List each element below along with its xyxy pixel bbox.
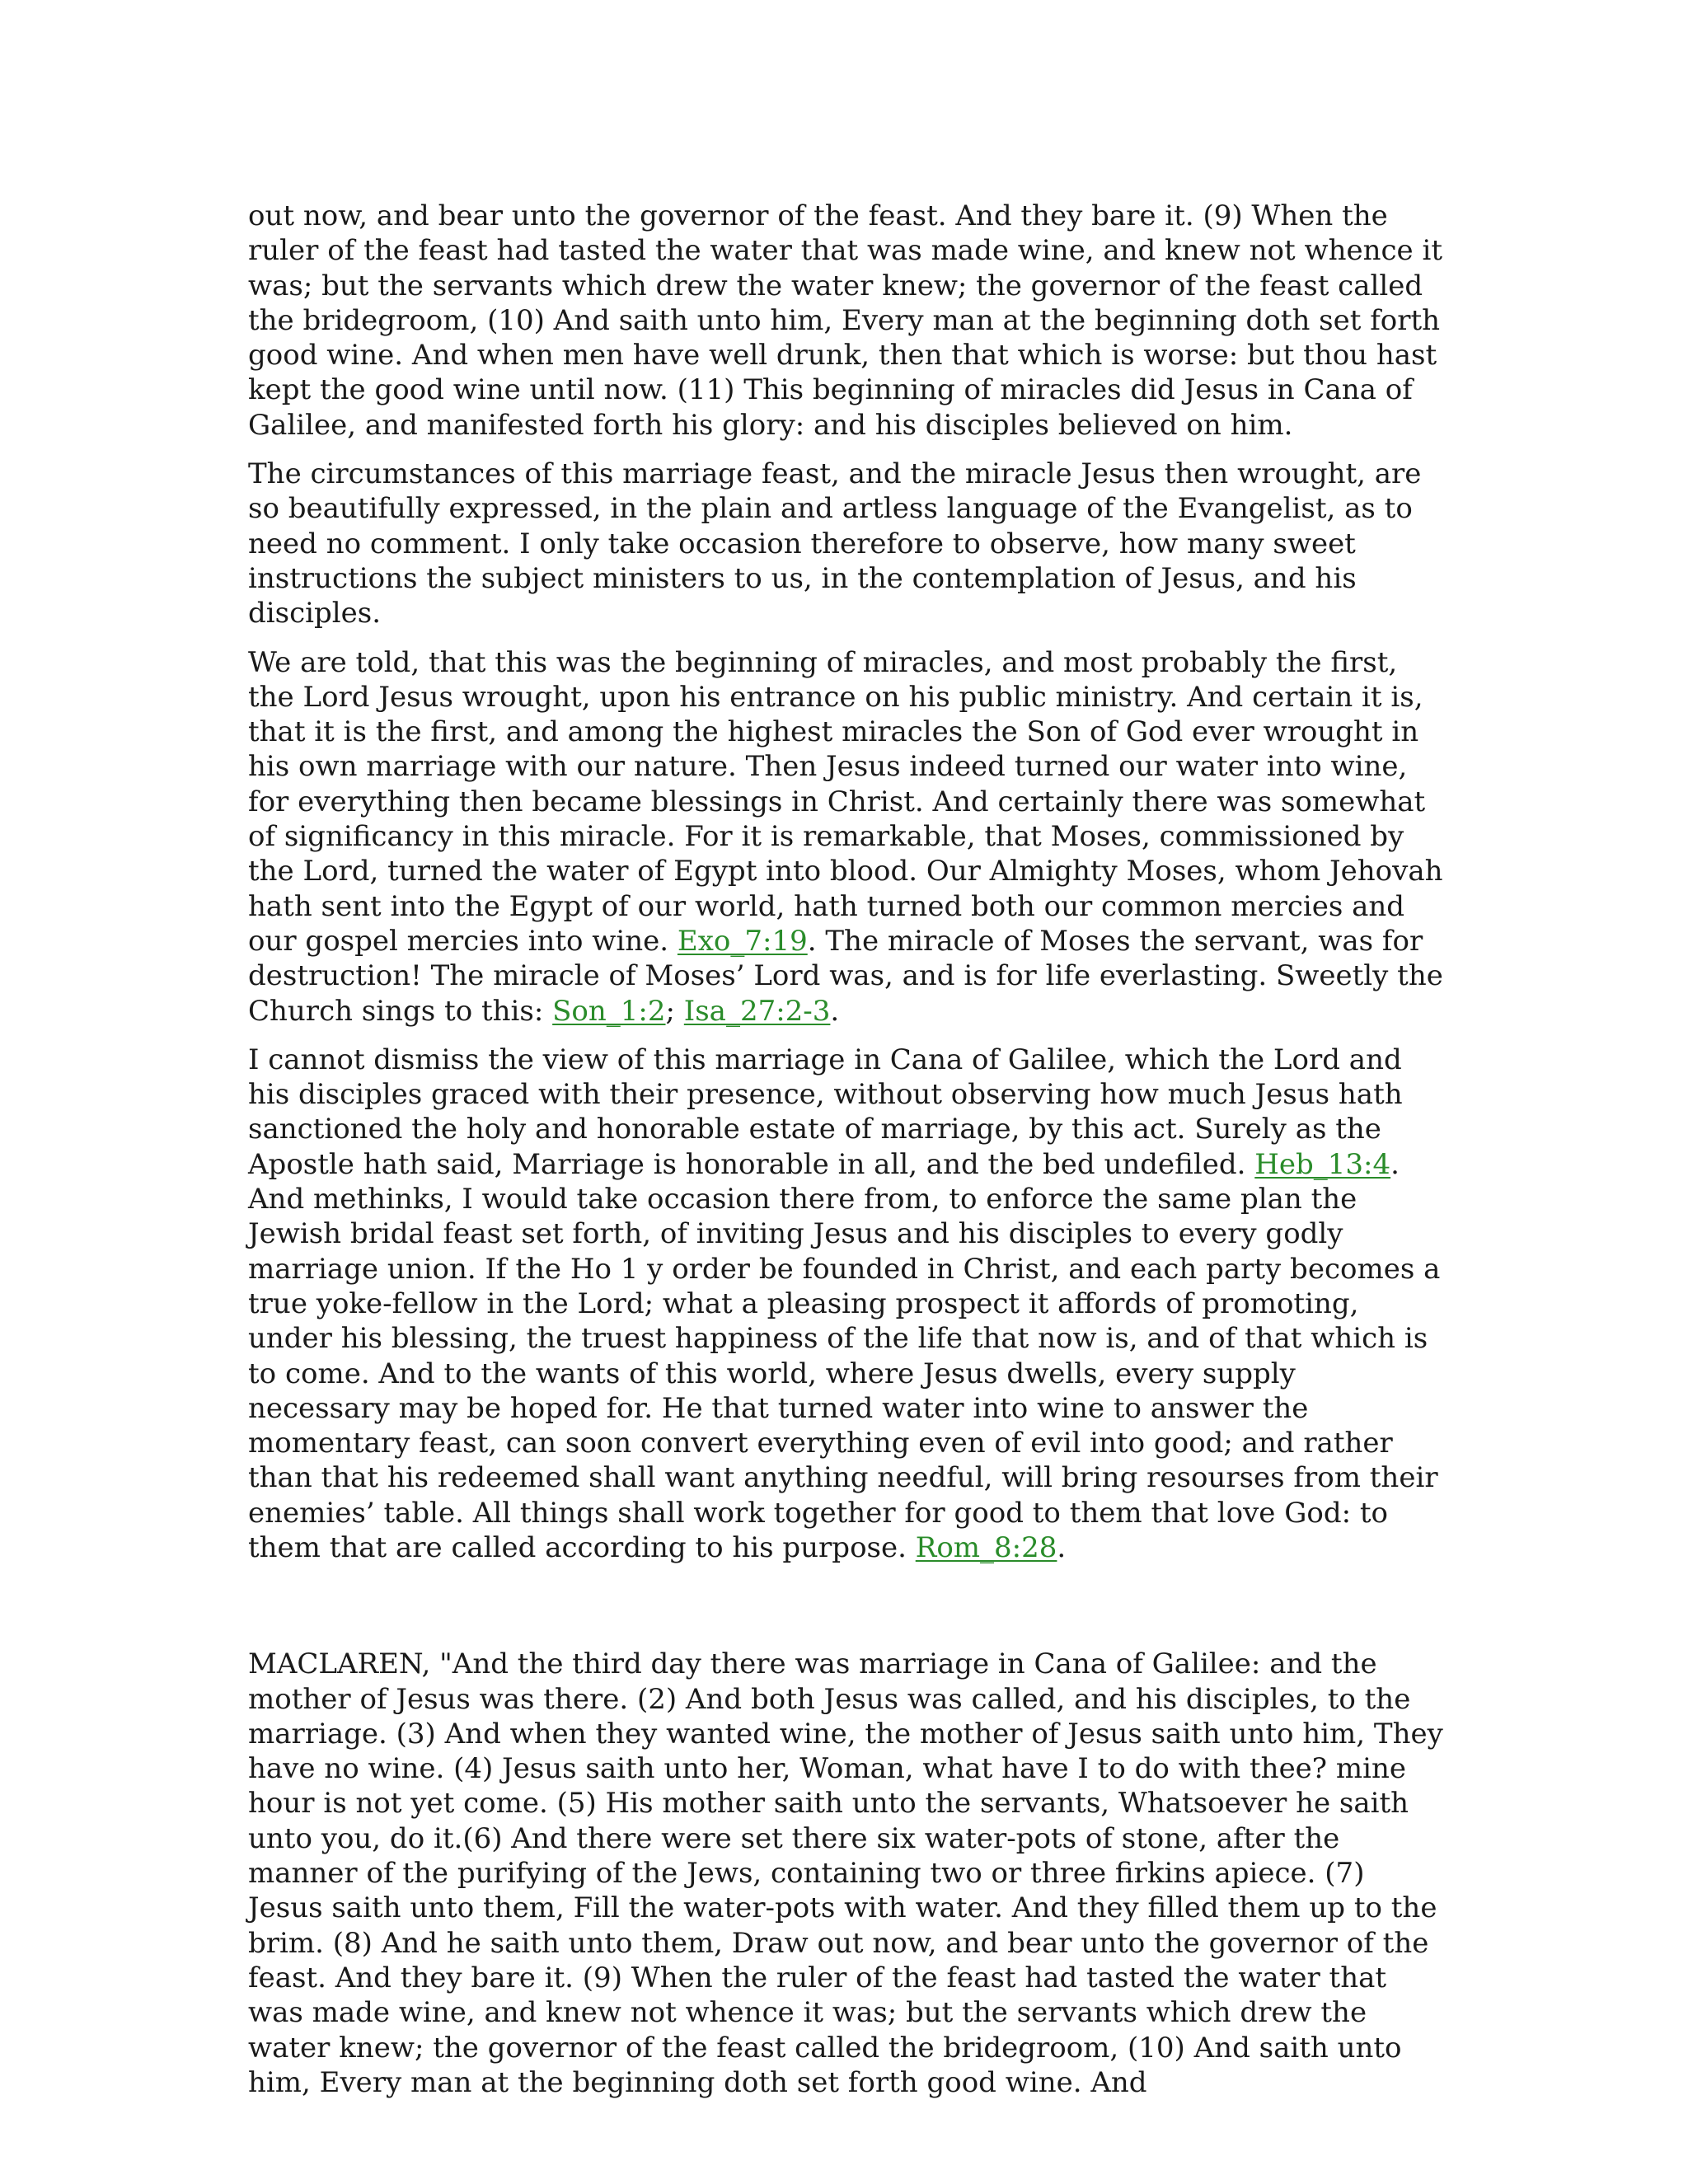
paragraph-scripture-continuation: out now, and bear unto the governor of the feast. And they bare it. (9) When the ruler of the feast had tasted the water that was made wine, and knew not whence it was; but the servants which drew the water knew; the governor of the feast called the bridegroom, (10) And saith unto him, Every man at the beginning doth set forth good wine. And when men have well drunk, then that which is worse: but thou hast kept the good wine until now. (11) This beginning of miracles did Jesus in Cana of Galilee, and manifested forth his glory: and his disciples believed on him. <box>248 199 1443 442</box>
scripture-link-son-1-2[interactable]: Son_1:2 <box>552 994 666 1028</box>
paragraph-maclaren-quote: MACLAREN, "And the third day there was marriage in Cana of Galilee: and the mother of Jesus was there. (2) And both Jesus was called, and his disciples, to the marriage. (3) And when they wanted wine, the mother of Jesus saith unto him, They have no wine. (4) Jesus saith unto her, Woman, what have I to do with thee? mine hour is not yet come. (5) His mother saith unto the servants, Whatsoever he saith unto you, do it.(6) And there were set there six water-pots of stone, after the manner of the purifying of the Jews, containing two or three firkins apiece. (7) Jesus saith unto them, Fill the water-pots with water. And they filled them up to the brim. (8) And he saith unto them, Draw out now, and bear unto the governor of the feast. And they bare it. (9) When the ruler of the feast had tasted the water that was made wine, and knew not whence it was; but the servants which drew the water knew; the governor of the feast called the bridegroom, (10) And saith unto him, Every man at the beginning doth set forth good wine. And <box>248 1647 1443 2099</box>
paragraph-marriage-sanctioned <box>248 1043 1443 1565</box>
scripture-link-exo-7-19[interactable]: Exo_7:19 <box>677 924 808 958</box>
paragraph-text: . <box>830 994 840 1028</box>
paragraph-text: . And methinks, I would take occasion there from, to enforce the same plan the Jewish bridal feast set forth, of inviting Jesus and his disciples to every godly marriage union. If the Ho 1 y order be founded in Christ, and each party becomes a true yoke-fellow in the Lord; what a pleasing prospect it affords of promoting, under his blessing, the truest happiness of the life that now is, and of that which is to come. And to the wants of this world, where Jesus dwells, every supply necessary may be hoped for. He that turned water into wine to answer the momentary feast, can soon convert everything even of evil into good; and rather than that his redeemed shall want anything needful, will bring resourses from their enemies’ table. All things shall work together for good to them that love God: to them that are called according to his purpose. <box>248 1147 1441 1564</box>
paragraph-text: . <box>1057 1530 1067 1564</box>
scripture-link-rom-8-28[interactable]: Rom_8:28 <box>915 1530 1057 1564</box>
paragraph-text: We are told, that this was the beginning of miracles, and most probably the first, the Lord Jesus wrought, upon his entrance on his public ministry. And certain it is, that it is the first, and among the highest miracles the Son of God ever wrought in his own marriage with our nature. Then Jesus indeed turned our water into wine, for everything then became blessings in Christ. And certainly there was somewhat of significancy in this miracle. For it is remarkable, that Moses, commissioned by the Lord, turned the water of Egypt into blood. Our Almighty Moses, whom Jehovah hath sent into the Egypt of our world, hath turned both our common mercies and our gospel mercies into wine. <box>248 645 1443 958</box>
paragraph-commentary-intro: The circumstances of this marriage feast, and the miracle Jesus then wrought, are so beautifully expressed, in the plain and artless language of the Evangelist, as to need no comment. I only take occasion therefore to observe, how many sweet instructions the subject ministers to us, in the contemplation of Jesus, and his disciples. <box>248 457 1422 630</box>
document-page <box>248 199 1443 2114</box>
paragraph-text: . The miracle of Moses the servant, was for destruction! The miracle of Moses’ Lord was, and is for life everlasting. Sweetly the Church sings to this: <box>248 924 1443 1028</box>
scripture-link-heb-13-4[interactable]: Heb_13:4 <box>1254 1147 1391 1181</box>
paragraph-beginning-of-miracles <box>248 645 1443 1029</box>
paragraph-text: I cannot dismiss the view of this marriage in Cana of Galilee, which the Lord and his disciples graced with their presence, without observing how much Jesus hath sanctioned the holy and honorable estate of marriage, by this act. Surely as the Apostle hath said, Marriage is honorable in all, and the bed undefiled. <box>248 1043 1403 1181</box>
scripture-link-isa-27-2-3[interactable]: Isa_27:2-3 <box>683 994 831 1028</box>
paragraph-text: ; <box>665 994 684 1028</box>
